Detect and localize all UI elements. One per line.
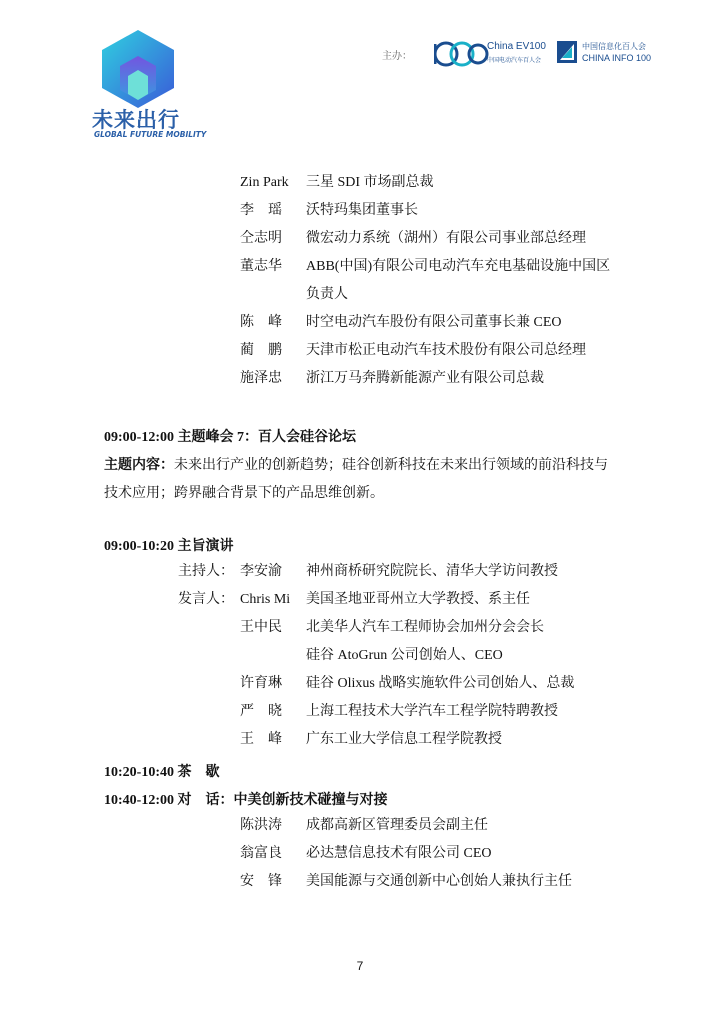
- session-heading: 10:40-12:00 对 话：中美创新技术碰撞与对接: [104, 793, 388, 808]
- speaker-name: Zin Park: [240, 175, 289, 190]
- topic-line: 未来出行产业的创新趋势；硅谷创新科技在未来出行领域的前沿科技与: [174, 458, 608, 473]
- speaker-name: 董志华: [240, 259, 282, 274]
- speaker-title: 神州商桥研究院院长、清华大学访问教授: [306, 564, 558, 579]
- speaker-name: 李安渝: [240, 564, 282, 579]
- session-heading: 09:00-12:00 主题峰会 7：百人会硅谷论坛: [104, 430, 356, 445]
- speaker-title: 沃特玛集团董事长: [306, 203, 418, 218]
- speaker-title: 三星 SDI 市场副总裁: [306, 175, 434, 190]
- speaker-name: 李 瑶: [240, 203, 282, 218]
- speaker-name: 严 晓: [240, 704, 282, 719]
- speaker-name: 翁富良: [240, 846, 282, 861]
- speaker-name: 仝志明: [240, 231, 282, 246]
- speaker-title: 硅谷 Olixus 战略实施软件公司创始人、总裁: [306, 676, 575, 691]
- speaker-title: 浙江万马奔腾新能源产业有限公司总裁: [306, 371, 544, 386]
- speaker-name: 陈 峰: [240, 315, 282, 330]
- speaker-title: 微宏动力系统（湖州）有限公司事业部总经理: [306, 231, 586, 246]
- speaker-title: 美国圣地亚哥州立大学教授、系主任: [306, 592, 530, 607]
- topic-line: 技术应用；跨界融合背景下的产品思维创新。: [104, 486, 384, 501]
- session-heading: 09:00-10:20 主旨演讲: [104, 539, 234, 554]
- speaker-title: 北美华人汽车工程师协会加州分会会长: [306, 620, 544, 635]
- speaker-title: ABB(中国)有限公司电动汽车充电基础设施中国区: [306, 259, 611, 274]
- info100-english-name: CHINA INFO 100: [582, 53, 652, 63]
- speaker-name: 许育琳: [240, 676, 282, 691]
- speaker-name: 蔺 鹏: [240, 343, 282, 358]
- speaker-name: 安 锋: [240, 874, 282, 889]
- speaker-title: 时空电动汽车股份有限公司董事长兼 CEO: [306, 315, 562, 330]
- speaker-title: 广东工业大学信息工程学院教授: [306, 732, 502, 747]
- topic-label: 主题内容：: [104, 458, 174, 473]
- speaker-title: 上海工程技术大学汽车工程学院特聘教授: [306, 704, 558, 719]
- speaker-name: 施泽忠: [240, 371, 282, 386]
- role-label: 发言人：: [178, 592, 234, 607]
- ev100-name: China EV100: [487, 41, 546, 52]
- speaker-title: 天津市松正电动汽车技术股份有限公司总经理: [306, 343, 586, 358]
- speaker-name: 王 峰: [240, 732, 282, 747]
- ev100-subtitle: 中国电动汽车百人会: [487, 57, 542, 64]
- china-info100-logo-icon: [556, 40, 578, 64]
- topic-paragraph: [104, 454, 608, 474]
- page-number: 7: [356, 959, 364, 973]
- role-label: 主持人：: [178, 564, 234, 579]
- speaker-title: 硅谷 AtoGrun 公司创始人、CEO: [306, 648, 503, 663]
- logo-subtitle: GLOBAL FUTURE MOBILITY: [94, 130, 207, 139]
- speaker-name: Chris Mi: [240, 592, 291, 607]
- future-mobility-logo-icon: [98, 28, 178, 108]
- logo-text: 未来出行: [92, 108, 180, 132]
- speaker-name: 陈洪涛: [240, 818, 282, 833]
- organizer-label: 主办：: [382, 51, 412, 62]
- speaker-title: 美国能源与交通创新中心创始人兼执行主任: [306, 874, 572, 889]
- page-header: [0, 0, 720, 150]
- speaker-title: 负责人: [306, 287, 348, 302]
- info100-chinese-name: 中国信息化百人会: [582, 42, 646, 51]
- session-heading: 10:20-10:40 茶 歇: [104, 765, 220, 780]
- speaker-title: 必达慧信息技术有限公司 CEO: [306, 846, 492, 861]
- speaker-name: 王中民: [240, 620, 282, 635]
- speaker-title: 成都高新区管理委员会副主任: [306, 818, 488, 833]
